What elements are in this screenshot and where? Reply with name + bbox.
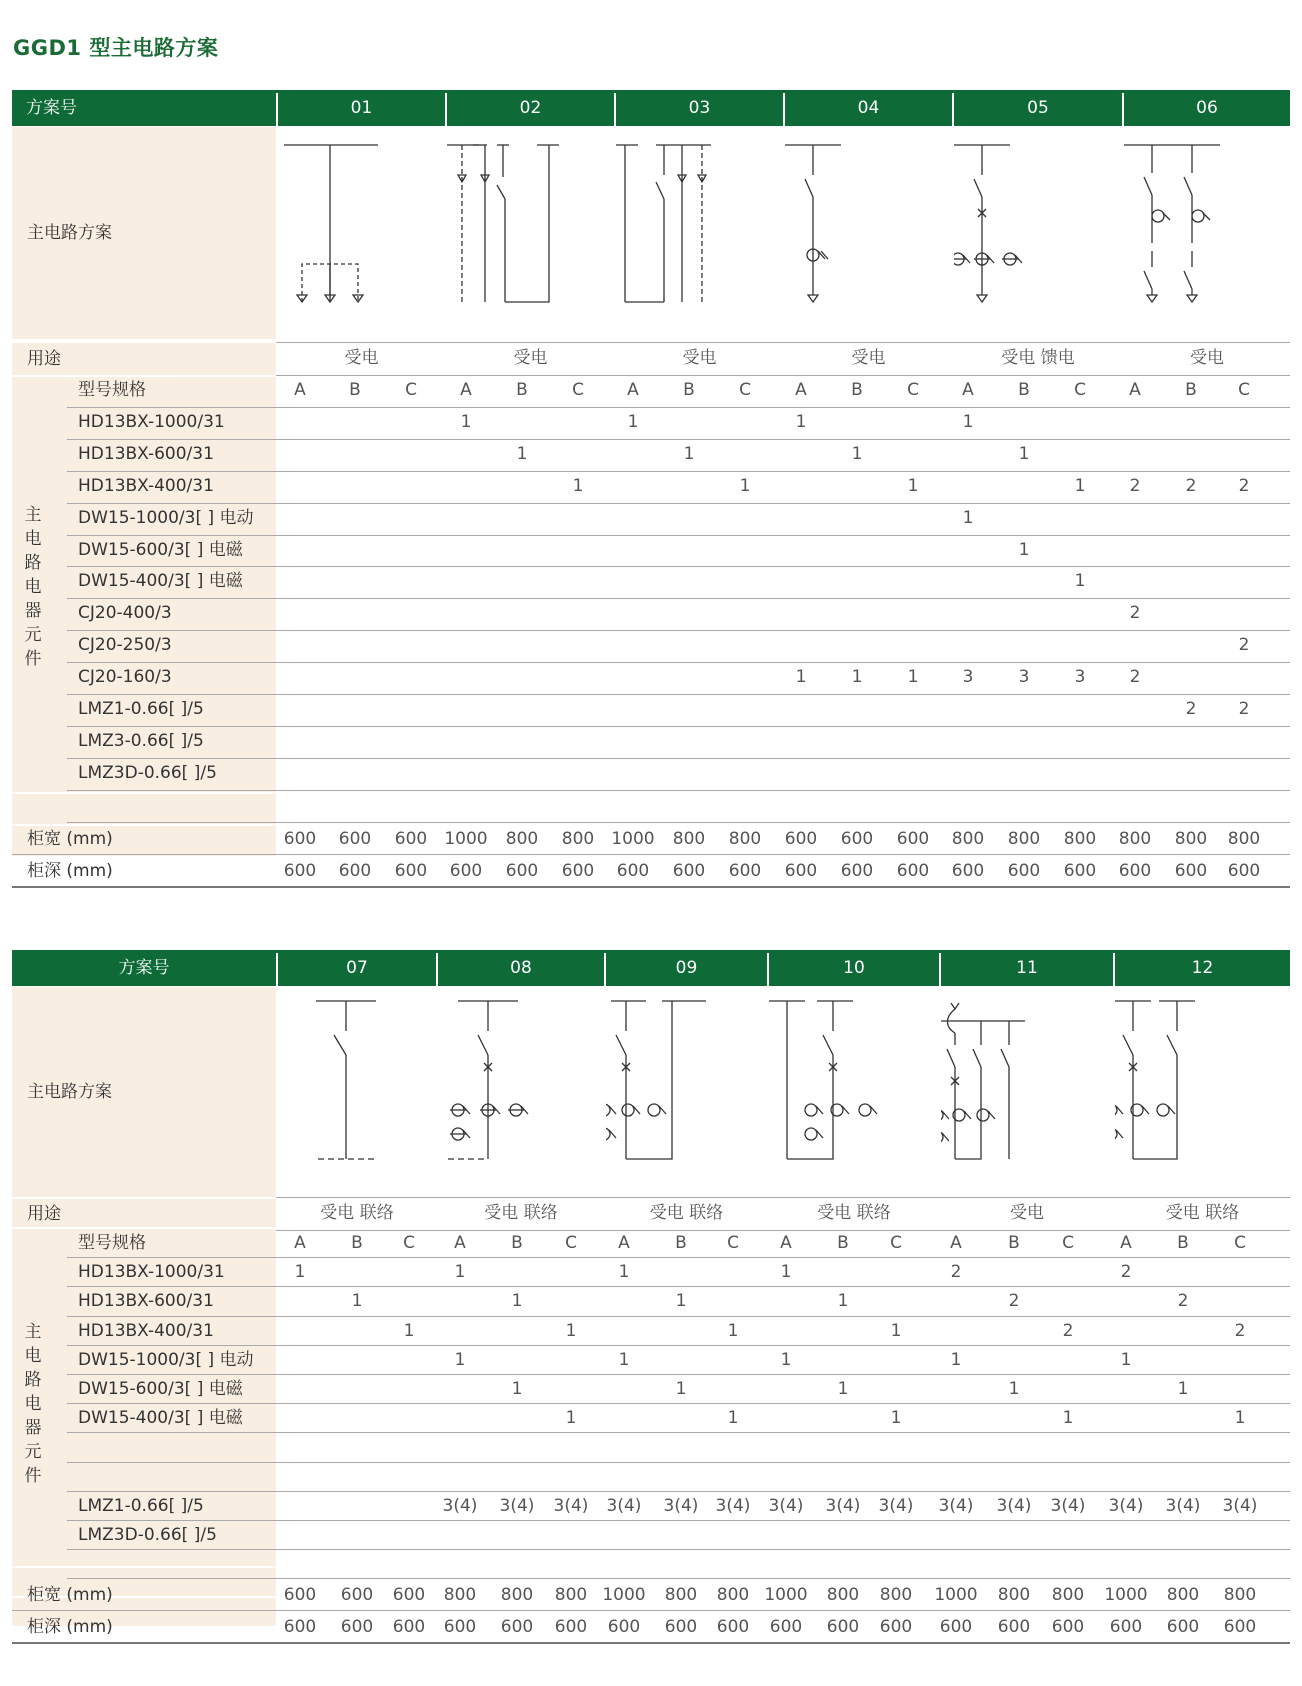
row-divider bbox=[67, 1257, 1290, 1258]
cabinet-depth-value: 600 bbox=[951, 860, 985, 881]
row-divider bbox=[67, 439, 1290, 440]
component-qty: 2 bbox=[1238, 699, 1250, 719]
component-qty: 2 bbox=[1129, 475, 1141, 496]
phase-label: A bbox=[962, 380, 974, 400]
phase-label: B bbox=[1177, 1233, 1189, 1253]
circuit-diagram-04 bbox=[785, 127, 952, 341]
row-divider bbox=[12, 854, 1290, 855]
row-divider bbox=[67, 598, 1290, 599]
cabinet-width-value: 1000 bbox=[602, 1585, 646, 1606]
component-name: HD13BX-600/31 bbox=[78, 1291, 214, 1312]
scheme-number: 08 bbox=[510, 958, 532, 978]
scheme-no-label: 方案号 bbox=[26, 98, 77, 118]
cabinet-width-value: 800 bbox=[716, 1585, 750, 1606]
cabinet-width-value: 1000 bbox=[764, 1585, 808, 1606]
row-divider bbox=[276, 1197, 1290, 1198]
cabinet-width-value: 800 bbox=[443, 1585, 477, 1606]
component-qty: 2 bbox=[1062, 1320, 1074, 1341]
component-qty: 3 bbox=[1074, 667, 1086, 688]
usage-value: 受电 馈电 bbox=[1001, 348, 1075, 368]
scheme-table-1 bbox=[12, 90, 1290, 882]
phase-label: C bbox=[907, 380, 919, 400]
scheme-number: 12 bbox=[1191, 958, 1214, 978]
row-divider bbox=[67, 1520, 1290, 1521]
circuit-diagram-11 bbox=[941, 987, 1113, 1197]
component-qty: 1 bbox=[683, 443, 695, 464]
circuit-diagram-03 bbox=[616, 127, 783, 341]
component-qty: 1 bbox=[565, 1320, 577, 1341]
component-qty: 3(4) bbox=[1108, 1495, 1144, 1516]
component-qty: 1 bbox=[795, 667, 807, 688]
cabinet-depth-value: 600 bbox=[1223, 1617, 1257, 1638]
circuit-diagram-12 bbox=[1115, 987, 1290, 1197]
cabinet-depth-value: 600 bbox=[879, 1617, 913, 1638]
phase-label: C bbox=[727, 1233, 739, 1253]
component-qty: 1 bbox=[351, 1291, 363, 1312]
table-bottom-border bbox=[12, 1642, 1290, 1644]
component-qty: 1 bbox=[1120, 1349, 1132, 1370]
cabinet-width-value: 600 bbox=[896, 828, 930, 849]
page-title: GGD1 型主电路方案 bbox=[13, 36, 219, 60]
component-qty: 1 bbox=[294, 1262, 306, 1283]
cabinet-width-value: 800 bbox=[664, 1585, 698, 1606]
cabinet-depth-label: 柜深 (mm) bbox=[27, 1617, 113, 1638]
component-qty: 1 bbox=[780, 1349, 792, 1370]
cabinet-depth-value: 600 bbox=[1227, 860, 1261, 881]
component-qty: 1 bbox=[1018, 539, 1030, 560]
usage-value: 受电 bbox=[851, 348, 886, 368]
row-divider bbox=[276, 1230, 1290, 1231]
phase-label: A bbox=[780, 1233, 792, 1253]
usage-value: 受电 bbox=[344, 348, 379, 368]
row-divider bbox=[67, 1374, 1290, 1375]
row-divider bbox=[67, 822, 1290, 823]
row-divider bbox=[67, 726, 1290, 727]
cabinet-depth-value: 600 bbox=[616, 860, 650, 881]
scheme-number: 11 bbox=[1016, 958, 1038, 978]
cabinet-depth-value: 600 bbox=[716, 1617, 750, 1638]
cabinet-width-value: 800 bbox=[1174, 828, 1208, 849]
component-qty: 1 bbox=[454, 1262, 466, 1283]
row-divider bbox=[67, 790, 1290, 791]
cabinet-depth-value: 600 bbox=[338, 860, 372, 881]
phase-label: C bbox=[1062, 1233, 1074, 1253]
component-qty: 1 bbox=[618, 1349, 630, 1370]
circuit-diagram-06 bbox=[1124, 127, 1290, 341]
phase-label: B bbox=[837, 1233, 849, 1253]
component-qty: 1 bbox=[1008, 1379, 1020, 1399]
component-name: LMZ3D-0.66[ ]/5 bbox=[78, 1525, 217, 1545]
usage-value: 受电 bbox=[513, 348, 548, 368]
scheme-number: 02 bbox=[519, 98, 542, 118]
cabinet-width-value: 800 bbox=[879, 1585, 913, 1606]
cabinet-width-value: 600 bbox=[392, 1585, 426, 1606]
component-qty: 1 bbox=[851, 667, 863, 688]
cabinet-depth-label: 柜深 (mm) bbox=[27, 860, 113, 881]
component-name: HD13BX-400/31 bbox=[78, 1320, 214, 1341]
component-qty: 1 bbox=[907, 667, 919, 688]
cabinet-depth-value: 600 bbox=[1051, 1617, 1085, 1638]
cabinet-width-value: 800 bbox=[1166, 1585, 1200, 1606]
row-divider bbox=[67, 503, 1290, 504]
component-name: HD13BX-1000/31 bbox=[78, 1262, 225, 1283]
cabinet-depth-value: 600 bbox=[826, 1617, 860, 1638]
component-qty: 2 bbox=[950, 1262, 962, 1283]
cabinet-depth-value: 600 bbox=[997, 1617, 1031, 1638]
cabinet-width-value: 800 bbox=[1227, 828, 1261, 849]
phase-label: A bbox=[950, 1233, 962, 1253]
cabinet-depth-value: 600 bbox=[1109, 1617, 1143, 1638]
cabinet-width-value: 800 bbox=[672, 828, 706, 849]
component-qty: 3(4) bbox=[996, 1495, 1032, 1516]
cabinet-depth-value: 600 bbox=[392, 1617, 426, 1638]
cabinet-depth-value: 600 bbox=[939, 1617, 973, 1638]
component-qty: 1 bbox=[727, 1320, 739, 1341]
phase-label: C bbox=[403, 1233, 415, 1253]
diagram-row-label: 主电路方案 bbox=[27, 1082, 112, 1102]
cabinet-width-value: 600 bbox=[784, 828, 818, 849]
phase-label: C bbox=[565, 1233, 577, 1253]
component-qty: 2 bbox=[1234, 1320, 1246, 1341]
phase-label: B bbox=[516, 380, 528, 400]
component-qty: 2 bbox=[1120, 1262, 1132, 1283]
cabinet-depth-value: 600 bbox=[664, 1617, 698, 1638]
row-divider bbox=[67, 1286, 1290, 1287]
component-qty: 1 bbox=[511, 1379, 523, 1399]
component-qty: 1 bbox=[851, 443, 863, 464]
component-qty: 1 bbox=[675, 1291, 687, 1312]
row-divider bbox=[67, 694, 1290, 695]
cabinet-width-value: 800 bbox=[951, 828, 985, 849]
phase-label: C bbox=[1074, 380, 1086, 400]
component-qty: 1 bbox=[727, 1408, 739, 1429]
component-name: CJ20-400/3 bbox=[78, 603, 172, 624]
phase-label: B bbox=[349, 380, 361, 400]
component-qty: 1 bbox=[454, 1349, 466, 1370]
phase-label: A bbox=[460, 380, 472, 400]
cabinet-depth-value: 600 bbox=[340, 1617, 374, 1638]
component-qty: 1 bbox=[1062, 1408, 1074, 1429]
phase-label: A bbox=[454, 1233, 466, 1253]
component-qty: 1 bbox=[627, 411, 639, 432]
row-divider bbox=[276, 342, 1290, 343]
phase-label: B bbox=[351, 1233, 363, 1253]
component-name: LMZ3D-0.66[ ]/5 bbox=[78, 762, 217, 783]
cabinet-depth-value: 600 bbox=[283, 1617, 317, 1638]
usage-value: 受电 bbox=[1190, 348, 1224, 368]
component-qty: 1 bbox=[780, 1262, 792, 1283]
component-qty: 3(4) bbox=[499, 1495, 535, 1516]
cabinet-width-value: 800 bbox=[1007, 828, 1041, 849]
cabinet-width-value: 800 bbox=[554, 1585, 588, 1606]
phase-label: B bbox=[1018, 380, 1030, 400]
scheme-number: 01 bbox=[350, 98, 373, 118]
circuit-diagram-05 bbox=[954, 127, 1122, 341]
component-group-label: 主 电 路 电 器 元 件 bbox=[24, 505, 42, 669]
phase-label: A bbox=[294, 1233, 306, 1253]
component-qty: 1 bbox=[950, 1349, 962, 1370]
phase-label: B bbox=[1008, 1233, 1020, 1253]
cabinet-width-value: 800 bbox=[1118, 828, 1152, 849]
component-name: HD13BX-400/31 bbox=[78, 475, 214, 496]
cabinet-depth-value: 600 bbox=[1174, 860, 1208, 881]
cabinet-width-value: 600 bbox=[340, 1585, 374, 1606]
component-qty: 3(4) bbox=[1050, 1495, 1086, 1516]
component-qty: 3(4) bbox=[715, 1495, 751, 1516]
scheme-number: 06 bbox=[1196, 98, 1218, 118]
usage-value: 受电 联络 bbox=[649, 1203, 724, 1223]
circuit-diagram-07 bbox=[278, 987, 436, 1197]
component-qty: 3(4) bbox=[442, 1495, 478, 1516]
usage-value: 受电 bbox=[1010, 1203, 1044, 1223]
component-name: DW15-400/3[ ] 电磁 bbox=[78, 571, 243, 592]
cabinet-depth-value: 600 bbox=[896, 860, 930, 881]
component-qty: 1 bbox=[890, 1408, 902, 1429]
phase-label: B bbox=[851, 380, 863, 400]
cabinet-depth-value: 600 bbox=[840, 860, 874, 881]
component-qty: 1 bbox=[511, 1291, 523, 1312]
row-divider bbox=[67, 662, 1290, 663]
cabinet-width-value: 800 bbox=[1223, 1585, 1257, 1606]
component-qty: 3(4) bbox=[663, 1495, 699, 1516]
cabinet-width-label: 柜宽 (mm) bbox=[27, 1585, 113, 1606]
component-qty: 1 bbox=[1074, 571, 1086, 592]
component-qty: 1 bbox=[1177, 1379, 1189, 1399]
phase-label: A bbox=[1129, 380, 1141, 400]
cabinet-width-value: 800 bbox=[500, 1585, 534, 1606]
component-qty: 1 bbox=[795, 411, 807, 432]
circuit-diagram-08 bbox=[438, 987, 604, 1197]
scheme-no-label: 方案号 bbox=[118, 958, 170, 978]
component-qty: 1 bbox=[837, 1291, 849, 1312]
row-divider bbox=[67, 1403, 1290, 1404]
component-qty: 1 bbox=[675, 1379, 687, 1399]
component-qty: 1 bbox=[739, 475, 751, 496]
component-qty: 1 bbox=[962, 411, 974, 432]
cabinet-depth-value: 600 bbox=[561, 860, 595, 881]
cabinet-width-value: 1000 bbox=[444, 828, 488, 849]
cabinet-width-value: 1000 bbox=[611, 828, 655, 849]
cabinet-width-value: 600 bbox=[394, 828, 428, 849]
component-qty: 2 bbox=[1238, 635, 1250, 656]
component-qty: 2 bbox=[1177, 1291, 1189, 1312]
component-qty: 2 bbox=[1129, 667, 1141, 688]
phase-label: A bbox=[618, 1233, 630, 1253]
cabinet-width-label: 柜宽 (mm) bbox=[27, 828, 113, 849]
cabinet-depth-value: 600 bbox=[1118, 860, 1152, 881]
component-qty: 1 bbox=[516, 443, 528, 464]
cabinet-depth-value: 600 bbox=[784, 860, 818, 881]
scheme-header-row bbox=[12, 90, 1290, 126]
circuit-diagram-02 bbox=[447, 127, 614, 341]
cabinet-depth-value: 600 bbox=[1007, 860, 1041, 881]
phase-label: C bbox=[739, 380, 751, 400]
component-qty: 2 bbox=[1238, 475, 1250, 496]
scheme-table-2 bbox=[12, 950, 1290, 1680]
row-divider bbox=[67, 1491, 1290, 1492]
row-divider bbox=[67, 1316, 1290, 1317]
component-qty: 2 bbox=[1185, 475, 1197, 496]
scheme-number: 07 bbox=[346, 958, 368, 978]
usage-value: 受电 联络 bbox=[320, 1203, 394, 1223]
cabinet-width-value: 800 bbox=[1063, 828, 1097, 849]
cabinet-depth-value: 600 bbox=[449, 860, 483, 881]
row-divider bbox=[276, 375, 1290, 376]
component-group-label: 主 电 路 电 器 元 件 bbox=[24, 1322, 42, 1486]
cabinet-width-value: 800 bbox=[826, 1585, 860, 1606]
component-qty: 1 bbox=[460, 411, 472, 432]
phase-label: B bbox=[1185, 380, 1197, 400]
row-divider bbox=[67, 1462, 1290, 1463]
cabinet-width-value: 600 bbox=[283, 1585, 317, 1606]
component-qty: 3(4) bbox=[553, 1495, 589, 1516]
cabinet-width-value: 600 bbox=[283, 828, 317, 849]
component-name: CJ20-250/3 bbox=[78, 635, 172, 656]
usage-value: 受电 联络 bbox=[484, 1203, 558, 1223]
component-qty: 2 bbox=[1129, 603, 1141, 624]
scheme-number: 05 bbox=[1027, 98, 1049, 118]
phase-label: B bbox=[683, 380, 695, 400]
component-qty: 1 bbox=[890, 1320, 902, 1341]
cabinet-width-value: 800 bbox=[728, 828, 762, 849]
component-qty: 1 bbox=[962, 507, 974, 528]
circuit-diagram-09 bbox=[606, 987, 767, 1197]
phase-label: A bbox=[1120, 1233, 1132, 1253]
component-qty: 3 bbox=[1018, 667, 1030, 688]
component-qty: 1 bbox=[1018, 443, 1030, 464]
table-bottom-border bbox=[12, 886, 1290, 888]
phase-label: C bbox=[1238, 380, 1250, 400]
scheme-number: 09 bbox=[675, 958, 698, 978]
component-qty: 1 bbox=[1074, 475, 1086, 496]
component-name: LMZ1-0.66[ ]/5 bbox=[78, 1495, 204, 1516]
phase-label: C bbox=[890, 1233, 902, 1253]
row-divider bbox=[67, 407, 1290, 408]
component-name: HD13BX-600/31 bbox=[78, 443, 214, 464]
component-qty: 3(4) bbox=[1222, 1495, 1258, 1516]
cabinet-width-value: 1000 bbox=[1104, 1585, 1148, 1606]
component-qty: 1 bbox=[1234, 1408, 1246, 1429]
circuit-diagram-10 bbox=[769, 987, 939, 1197]
component-name: DW15-600/3[ ] 电磁 bbox=[78, 1379, 243, 1399]
component-qty: 3(4) bbox=[825, 1495, 861, 1516]
component-name: HD13BX-1000/31 bbox=[78, 411, 225, 432]
cabinet-width-value: 800 bbox=[997, 1585, 1031, 1606]
component-name: LMZ3-0.66[ ]/5 bbox=[78, 730, 204, 751]
scheme-number: 03 bbox=[688, 98, 711, 118]
component-name: DW15-600/3[ ] 电磁 bbox=[78, 539, 243, 560]
row-divider bbox=[67, 1432, 1290, 1433]
row-divider bbox=[67, 1345, 1290, 1346]
usage-value: 受电 联络 bbox=[1165, 1203, 1240, 1223]
component-name: LMZ1-0.66[ ]/5 bbox=[78, 699, 204, 719]
phase-label: C bbox=[572, 380, 584, 400]
row-divider bbox=[67, 1578, 1290, 1579]
circuit-diagram-01 bbox=[278, 127, 445, 341]
cabinet-depth-value: 600 bbox=[672, 860, 706, 881]
cabinet-width-value: 600 bbox=[840, 828, 874, 849]
phase-label: B bbox=[511, 1233, 523, 1253]
phase-label: A bbox=[795, 380, 807, 400]
component-qty: 1 bbox=[403, 1320, 415, 1341]
cabinet-depth-value: 600 bbox=[394, 860, 428, 881]
phase-label: B bbox=[675, 1233, 687, 1253]
row-divider bbox=[12, 1610, 1290, 1611]
row-divider bbox=[67, 566, 1290, 567]
component-name: CJ20-160/3 bbox=[78, 667, 172, 688]
cabinet-depth-value: 600 bbox=[728, 860, 762, 881]
usage-value: 受电 联络 bbox=[817, 1203, 891, 1223]
row-divider bbox=[67, 758, 1290, 759]
phase-label: C bbox=[1234, 1233, 1246, 1253]
cabinet-depth-value: 600 bbox=[554, 1617, 588, 1638]
cabinet-depth-value: 600 bbox=[1063, 860, 1097, 881]
cabinet-depth-value: 600 bbox=[1166, 1617, 1200, 1638]
component-qty: 1 bbox=[572, 475, 584, 496]
cabinet-depth-value: 600 bbox=[500, 1617, 534, 1638]
component-qty: 3(4) bbox=[878, 1495, 914, 1516]
usage-row-label: 用途 bbox=[27, 1204, 61, 1224]
cabinet-width-value: 1000 bbox=[934, 1585, 978, 1606]
component-name: DW15-1000/3[ ] 电动 bbox=[78, 1349, 254, 1370]
cabinet-depth-value: 600 bbox=[443, 1617, 477, 1638]
row-divider bbox=[67, 535, 1290, 536]
model-spec-label: 型号规格 bbox=[78, 1233, 146, 1253]
cabinet-depth-value: 600 bbox=[505, 860, 539, 881]
cabinet-depth-value: 600 bbox=[607, 1617, 641, 1638]
component-name: DW15-400/3[ ] 电磁 bbox=[78, 1408, 243, 1429]
usage-row-label: 用途 bbox=[27, 349, 61, 369]
component-qty: 3(4) bbox=[1165, 1495, 1201, 1516]
cabinet-width-value: 600 bbox=[338, 828, 372, 849]
model-spec-label: 型号规格 bbox=[78, 380, 146, 400]
cabinet-depth-value: 600 bbox=[283, 860, 317, 881]
scheme-number: 10 bbox=[843, 958, 865, 978]
row-divider bbox=[67, 471, 1290, 472]
phase-label: C bbox=[405, 380, 417, 400]
scheme-number: 04 bbox=[857, 98, 880, 118]
component-qty: 3(4) bbox=[606, 1495, 642, 1516]
component-qty: 3(4) bbox=[938, 1495, 974, 1516]
component-qty: 1 bbox=[565, 1408, 577, 1429]
phase-label: A bbox=[627, 380, 639, 400]
component-name: DW15-1000/3[ ] 电动 bbox=[78, 507, 254, 528]
component-qty: 2 bbox=[1185, 699, 1197, 719]
diagram-row-label: 主电路方案 bbox=[27, 223, 112, 243]
scheme-header-row bbox=[12, 950, 1290, 986]
cabinet-depth-value: 600 bbox=[769, 1617, 803, 1638]
phase-label: A bbox=[294, 380, 306, 400]
component-qty: 1 bbox=[907, 475, 919, 496]
cabinet-width-value: 800 bbox=[505, 828, 539, 849]
cabinet-width-value: 800 bbox=[1051, 1585, 1085, 1606]
component-qty: 1 bbox=[618, 1262, 630, 1283]
component-qty: 1 bbox=[837, 1379, 849, 1399]
component-qty: 3(4) bbox=[768, 1495, 804, 1516]
component-qty: 3 bbox=[962, 667, 974, 688]
usage-value: 受电 bbox=[682, 348, 717, 368]
component-qty: 2 bbox=[1008, 1291, 1020, 1312]
row-divider bbox=[67, 1549, 1290, 1550]
cabinet-width-value: 800 bbox=[561, 828, 595, 849]
row-divider bbox=[67, 630, 1290, 631]
